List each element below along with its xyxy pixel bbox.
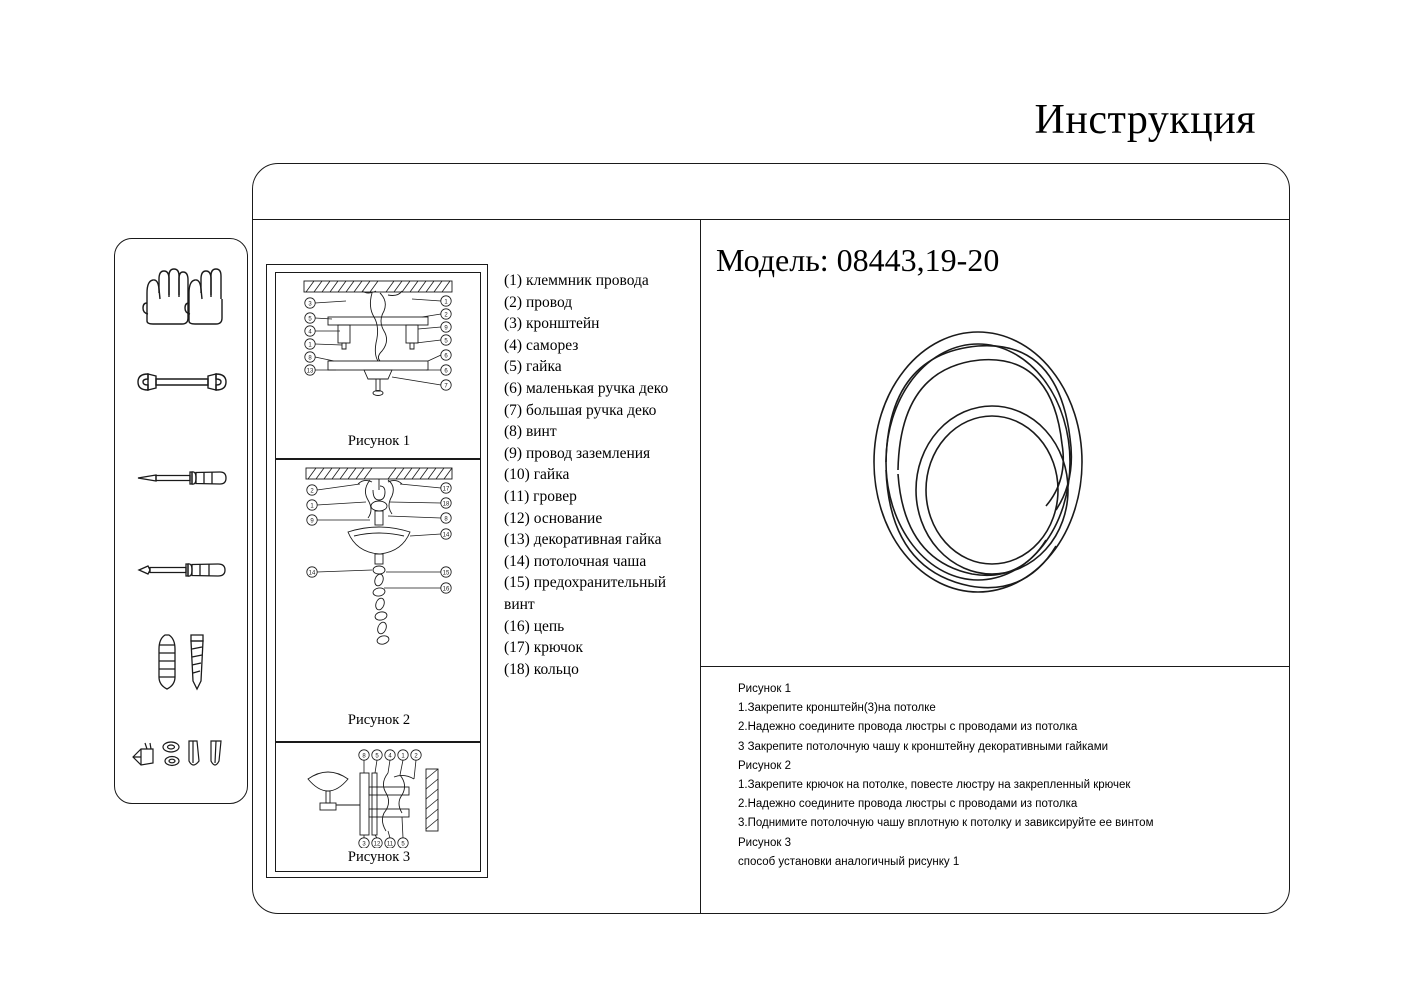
svg-text:6: 6 [444,353,448,360]
instruction-line: 1.Закрепите крючок на потолке, повесте люстру на закрепленный крючек [738,779,1131,792]
svg-text:2: 2 [310,488,314,495]
wrench-icon [134,368,230,404]
frame-divider-vertical [700,219,701,914]
svg-text:5: 5 [444,338,448,345]
tool-item-fasteners-kit [115,707,249,801]
part-item: (1) клеммник провода [504,272,649,289]
svg-text:3: 3 [362,841,366,848]
svg-text:4: 4 [308,329,312,336]
part-item: (12) основание [504,509,603,527]
svg-text:6: 6 [444,368,448,375]
svg-text:5: 5 [375,753,379,760]
tool-item-gloves [115,247,249,341]
svg-text:4: 4 [388,753,392,760]
instruction-line: 1.Закрепите кронштейн(3)на потолке [738,702,936,715]
svg-text:17: 17 [442,486,450,493]
figures-column [266,264,488,878]
svg-text:8: 8 [308,355,312,362]
part-item: (6) маленькая ручка деко [504,379,669,397]
svg-text:11: 11 [386,841,394,848]
parts-list [504,270,694,680]
svg-text:12: 12 [373,841,381,848]
part-item: (5) гайка [504,358,562,376]
frame-divider-top [252,219,1290,220]
part-item: (17) крючок [504,639,584,657]
instruction-line: 2.Надежно соедините провода люстры с проводами из потолка [738,798,1078,811]
figure-3-caption: Рисунок 3 [347,849,411,865]
svg-text:9: 9 [444,325,448,332]
part-item: (8) винт [504,423,557,441]
figure-1 [275,272,481,459]
svg-text:8: 8 [444,516,448,523]
frame-divider-right [700,666,1290,667]
flathead-screwdriver-icon [134,463,230,493]
instruction-line: Рисунок 3 [738,836,791,849]
svg-text:9: 9 [310,518,314,525]
svg-text:8: 8 [362,753,366,760]
tool-item-wrench [115,339,249,433]
instruction-line: 3 Закрепите потолочную чашу к кронштейну декоративными гайками [738,740,1109,753]
figure-2 [275,459,481,742]
part-item: (4) саморез [504,336,579,354]
part-item: (2) провод [504,293,573,311]
page-title: Инструкция [1034,97,1256,143]
part-item: (13) декоративная гайка [504,531,662,549]
figure-2-caption: Рисунок 2 [347,712,411,728]
svg-text:15: 15 [442,570,450,577]
svg-text:3: 3 [308,301,312,308]
svg-text:18: 18 [442,501,450,508]
instruction-line: способ установки аналогичный рисунку 1 [738,855,960,868]
svg-text:1: 1 [444,299,448,306]
svg-text:2: 2 [414,753,418,760]
svg-text:1: 1 [308,342,312,349]
svg-text:1: 1 [401,753,405,760]
figure-1-caption: Рисунок 1 [347,433,411,449]
instruction-line: 3.Поднимите потолочную чашу вплотную к потолку и завиксируйте ее винтом [738,817,1154,830]
figure-2-art [276,460,482,712]
part-item: (14) потолочная чаша [504,552,647,570]
svg-text:16: 16 [442,586,450,593]
fasteners-kit-icon [127,731,237,777]
tool-item-phillips-screwdriver [115,523,249,617]
part-item: (15) предохранительный винт [504,574,667,613]
svg-text:14: 14 [442,532,450,539]
svg-text:13: 13 [306,368,314,375]
gloves-icon [139,263,225,325]
instruction-line: Рисунок 2 [738,759,791,772]
instruction-line: Рисунок 1 [738,683,791,695]
svg-text:5: 5 [308,316,312,323]
svg-text:2: 2 [444,312,448,319]
model-title: Модель: 08443,19-20 [716,242,1000,278]
part-item: (11) гровер [504,487,577,505]
figure-3 [275,742,481,872]
tool-item-flathead-screwdriver [115,431,249,525]
phillips-screwdriver-icon [134,555,230,585]
svg-text:14: 14 [308,570,316,577]
part-item: (10) гайка [504,466,570,484]
part-item: (16) цепь [504,617,565,635]
tool-item-dowel-screw [115,615,249,709]
part-item: (9) провод заземления [504,444,651,462]
svg-text:1: 1 [310,503,314,510]
svg-text:5: 5 [401,841,405,848]
part-item: (3) кронштейн [504,315,600,333]
figure-1-art [276,273,482,433]
tools-panel [114,238,248,804]
instructions-block [738,680,1278,872]
product-illustration [820,310,1170,640]
part-item: (7) большая ручка деко [504,401,657,419]
figure-3-art [276,743,482,848]
svg-text:7: 7 [444,383,448,390]
dowel-screw-icon [147,631,217,693]
instruction-line: 2.Надежно соедините провода люстры с проводами из потолка [738,721,1078,734]
part-item: (18) кольцо [504,660,579,678]
